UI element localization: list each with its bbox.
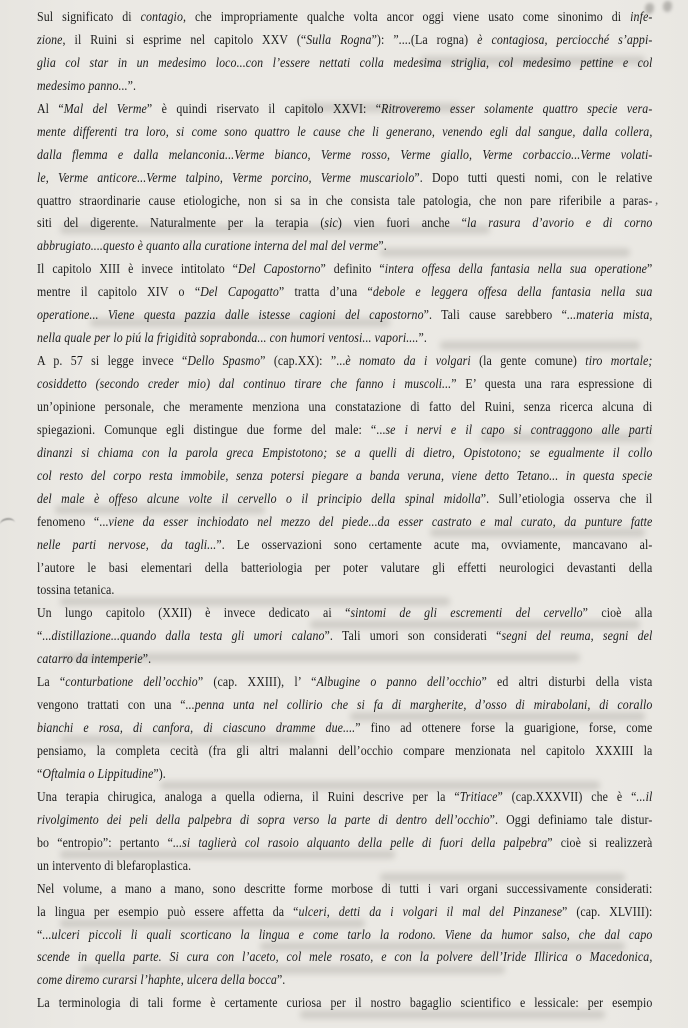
text-line <box>37 970 652 993</box>
margin-squiggle <box>0 517 16 530</box>
quoted-italic-text: mente differenti tra loro, si come sono quattro le cause che li generano, venendo egli dal sangue, dalla collera, <box>37 124 653 140</box>
body-text: ” (cap. XLVIII): <box>562 904 653 920</box>
text-line <box>37 741 652 764</box>
body-text: pensiamo, la completa cecità (fra gli altri malanni dell’occhio compare menzionata nel capitolo XXXIII la <box>37 744 653 759</box>
body-text: Sul significato di <box>37 10 141 25</box>
quoted-italic-text: la rasura d’avorio e di corno <box>467 216 653 232</box>
paragraph <box>37 879 652 994</box>
body-text: ”. <box>418 331 427 347</box>
body-text: mentre il capitolo XIV o “ <box>37 285 201 301</box>
quoted-italic-text: del male è offeso alcune volte il cervello o il principio della spinal midolla <box>37 491 481 507</box>
quoted-italic-text: nella quale per lo piú la frigidità soprabonda... con humori ventosi... vapori.... <box>37 331 419 347</box>
text-line <box>37 351 652 374</box>
body-text: ” ed altri disturbi della vista <box>481 675 653 691</box>
quoted-italic-text: catarro da intemperie <box>37 652 143 668</box>
text-line <box>37 810 652 833</box>
quoted-italic-text: rivolgimento dei peli della palpebra di sopra verso la parte di dentro dell’occhio <box>37 812 490 828</box>
body-text: ” cioè alla <box>582 606 653 622</box>
text-line <box>37 76 652 99</box>
quoted-italic-text: Del Capogatto <box>200 285 279 301</box>
body-text: “ <box>37 927 43 943</box>
quoted-italic-text: Ritroveremo esser solamente quattro specie vera- <box>381 101 653 117</box>
text-line <box>37 213 652 236</box>
quoted-italic-text: Del Capostorno <box>238 262 321 278</box>
quoted-italic-text: sintomi de gli escrementi del cervello <box>350 606 583 622</box>
quoted-italic-text: segni del reuma, segni del <box>501 629 653 645</box>
quoted-italic-text: dinanzi si chiama con la parola greca Empistotono; se a quelli di dietro, Opistotono; se egualmente il collo <box>37 445 653 461</box>
text-line <box>37 168 652 191</box>
body-text: ”. <box>378 239 387 255</box>
body-text: ”. Dopo tutti questi nomi, con le relative <box>414 170 653 186</box>
body-text: “ <box>37 629 43 645</box>
quoted-italic-text: Albugine o panno dell’occhio <box>316 675 482 691</box>
text-line <box>37 718 652 741</box>
quoted-italic-text: glia col star in un medesimo loco...con l’essere nettati colla medesima striglia, col medesimo pettine e col <box>37 55 653 71</box>
quoted-italic-text: Oftalmia o Lippitudine <box>42 766 154 782</box>
paragraph <box>37 259 652 351</box>
text-line <box>37 397 652 420</box>
body-text: Al “ <box>37 101 64 117</box>
paragraph <box>37 351 652 603</box>
quoted-italic-text: medesimo panno... <box>37 78 128 94</box>
body-text: ”. <box>127 78 137 94</box>
body-text: bo “entropio”: pertanto “ <box>37 835 173 851</box>
text-line <box>37 466 652 489</box>
text-line <box>37 535 652 558</box>
body-text: Nel volume, a mano a mano, sono descritte forme morbose di tutti i vari organi successivamente considerati: <box>37 881 653 897</box>
scan-speck <box>645 3 654 14</box>
text-line <box>37 282 652 305</box>
body-text: ”). <box>153 766 166 782</box>
body-text: ” tratta d’una “ <box>278 285 373 301</box>
body-text: ) vien fuori anche “ <box>337 216 468 232</box>
text-column <box>37 7 652 1016</box>
text-line <box>37 489 652 512</box>
text-line <box>37 902 652 925</box>
quoted-italic-text: debole e leggera offesa della fantasia nella sua <box>372 285 653 301</box>
quoted-italic-text: operatione... Viene questa pazzia dalle istesse cagioni del capostorno <box>37 308 424 324</box>
stray-comma-mark: , <box>655 192 659 207</box>
quoted-italic-text: contagio <box>140 10 183 25</box>
quoted-italic-text: ...si taglierà col rasoio alquanto della pelle di fuori della palpebra <box>172 835 548 851</box>
paragraph <box>37 993 652 1016</box>
quoted-italic-text: ...materia mista, <box>567 308 653 324</box>
body-text: (la gente comune) <box>470 354 586 370</box>
text-line <box>37 145 652 168</box>
text-line <box>37 99 652 122</box>
quoted-italic-text: intera offesa della fantasia nella sua operatione <box>384 262 648 278</box>
body-text: ” definito “ <box>320 262 385 278</box>
text-line <box>37 30 652 53</box>
body-text: Una terapia chirugica, analoga a quella odierna, il Ruini descrive per la “ <box>37 789 460 805</box>
body-text: ”. Tali umori son considerati “ <box>324 629 502 645</box>
body-text: ” E’ questa una rara espressione di <box>451 377 653 392</box>
body-text: ” cioè si realizzerà <box>547 835 653 851</box>
quoted-italic-text: bianchi e rosa, di canfora, di ciascuno dramme due.... <box>37 721 356 737</box>
paragraph <box>37 672 652 787</box>
quoted-italic-text: come diremo curarsi l’haphte, ulcera della bocca <box>37 973 277 989</box>
paragraph <box>37 99 652 260</box>
body-text: A p. 57 si legge invece “ <box>37 354 188 370</box>
body-text: ”. Sull’etiologia osserva che il <box>480 491 653 507</box>
quoted-italic-text: ulceri, detti da i volgari il mal del Pinzanese <box>298 904 563 920</box>
body-text: siti del digerente. Naturalmente per la terapia ( <box>37 216 325 232</box>
body-text: quattro straordinarie cause etiologiche, non si sa in che consista tale patologia, che non pare riferibile a paras- <box>37 193 653 209</box>
quoted-italic-text: Sulla Rogna <box>306 32 372 48</box>
body-text: ”): ”....(La rogna) <box>371 32 478 48</box>
quoted-italic-text: viene da esser inchiodato nel mezzo del piede...da esser castrato e mal curato, da punture fatte <box>108 514 653 530</box>
text-line <box>37 856 652 879</box>
quoted-italic-text: sic <box>324 216 338 232</box>
quoted-italic-text: se i nervi e il capo si contraggono alle parti <box>385 422 653 438</box>
text-line <box>37 53 652 76</box>
quoted-italic-text: zione <box>37 32 63 48</box>
quoted-italic-text: ...ulceri piccoli li quali scorticano la lingua e come tarlo la rodono. Viene da humor salso, che dal capo <box>42 927 653 943</box>
text-line <box>37 259 652 282</box>
text-line <box>37 764 652 787</box>
body-text: “ <box>37 766 43 782</box>
body-text: La terminologia di tali forme è certamente curiosa per il nostro bagaglio scientifico e lessicale: per esempio <box>37 996 653 1012</box>
quoted-italic-text: ...penna unta nel collirio che si fa di margherite, d’osso di mirabolani, di corallo <box>185 698 653 714</box>
text-line <box>37 672 652 695</box>
body-text: , il Ruini si esprime nel capitolo XXV (“ <box>62 32 307 48</box>
text-line <box>37 695 652 718</box>
quoted-italic-text: Mal del Verme <box>63 101 147 117</box>
body-text: ” è quindi riservato il capitolo XXVI: “ <box>146 101 382 117</box>
body-text: , che impropriamente qualche volta ancor oggi viene usato come sinonimo di <box>182 10 631 25</box>
scan-speck <box>663 1 672 12</box>
body-text: ” fino ad ottenere forse la guarigione, forse, come <box>355 721 653 737</box>
body-text: ” <box>647 262 653 278</box>
text-line <box>37 947 652 970</box>
body-text: ”. <box>276 973 286 989</box>
body-text: ” (cap.XXXVII) che è “ <box>497 789 637 805</box>
quoted-italic-text: abbrugiato....questo è quanto alla curatione interna del mal del verme <box>37 239 379 255</box>
quoted-italic-text: Tritiace <box>459 789 498 805</box>
text-line <box>37 374 652 397</box>
quoted-italic-text: cosiddetto (secondo creder mio) dal continuo tirare che fanno i muscoli... <box>37 377 452 392</box>
quoted-italic-text: nelle parti nervose, da tagli... <box>37 537 217 553</box>
body-text: ” (cap. XXIII), l’ “ <box>197 675 317 691</box>
quoted-italic-text: infe- <box>630 10 653 25</box>
body-text: ”. Oggi definiamo tale distur- <box>489 812 653 828</box>
text-line <box>37 580 652 603</box>
text-line <box>37 833 652 856</box>
quoted-italic-text: è contagiosa, perciocché s’appi- <box>477 32 653 48</box>
body-text: ”. <box>142 652 152 668</box>
text-line <box>37 443 652 466</box>
body-text: ”. Le osservazioni sono certamente acute ma, ovviamente, mancavano al- <box>216 537 653 553</box>
quoted-italic-text: ...distillazione...quando dalla testa gli umori calano <box>42 629 325 645</box>
body-text: tossina tetanica. <box>37 583 115 599</box>
quoted-italic-text: le, Verme anticore...Verme talpino, Verme porcino, Verme muscariolo <box>37 170 415 186</box>
body-text: un’opinione personale, che meramente menziona una constatazione di fatto del Ruini, senza ricerca alcuna di <box>37 399 653 415</box>
quoted-italic-text: tiro mortale; <box>585 354 653 370</box>
body-text: un intervento di blefaroplastica. <box>37 858 192 874</box>
text-line <box>37 122 652 145</box>
paragraph <box>37 787 652 879</box>
text-line <box>37 603 652 626</box>
quoted-italic-text: è nomato da i volgari <box>345 354 471 370</box>
quoted-italic-text: col resto del corpo resta immobile, senza potersi piegare a banda veruna, viene detto Tetano... in questa specie <box>37 468 653 484</box>
text-line <box>37 649 652 672</box>
text-line <box>37 879 652 902</box>
quoted-italic-text: conturbatione dell’occhio <box>65 675 198 691</box>
text-line <box>37 305 652 328</box>
quoted-italic-text: Dello Spasmo <box>187 354 261 370</box>
body-text: fenomeno “... <box>37 514 109 530</box>
body-text: la lingua per esempio può essere affetta da “ <box>37 904 299 920</box>
text-line <box>37 7 652 30</box>
text-line <box>37 558 652 581</box>
text-line <box>37 993 652 1016</box>
body-text: Un lungo capitolo (XXII) è invece dedicato ai “ <box>37 606 351 622</box>
text-line <box>37 925 652 948</box>
quoted-italic-text: scende in quella parte. Si cura con l’aceto, col mele rosato, e con la polvere dell’Iride Illirica o Macedonica, <box>37 950 653 966</box>
text-line <box>37 236 652 259</box>
quoted-italic-text: ...il <box>636 789 653 805</box>
body-text: l’autore le basi elementari della batteriologia per poter valutare gli effetti neurologici devastanti della <box>37 560 653 576</box>
quoted-italic-text: dalla flemma e dalla melanconia...Verme bianco, Verme rosso, Verme giallo, Verme corbaccio...Verme volati- <box>37 147 653 163</box>
text-line <box>37 626 652 649</box>
text-line <box>37 512 652 535</box>
body-text: La “ <box>37 675 66 691</box>
text-line <box>37 420 652 443</box>
body-text: Il capitolo XIII è invece intitolato “ <box>37 262 239 278</box>
paragraph <box>37 603 652 672</box>
text-line <box>37 787 652 810</box>
text-line <box>37 191 652 214</box>
body-text: ”. Tali cause sarebbero “ <box>423 308 568 324</box>
body-text: spiegazioni. Comunque egli distingue due forme del male: “... <box>37 422 386 438</box>
text-line <box>37 328 652 351</box>
body-text: vengono trattati con una “ <box>37 698 186 714</box>
body-text: ” (cap.XX): ”... <box>260 354 346 370</box>
paragraph <box>37 7 652 99</box>
